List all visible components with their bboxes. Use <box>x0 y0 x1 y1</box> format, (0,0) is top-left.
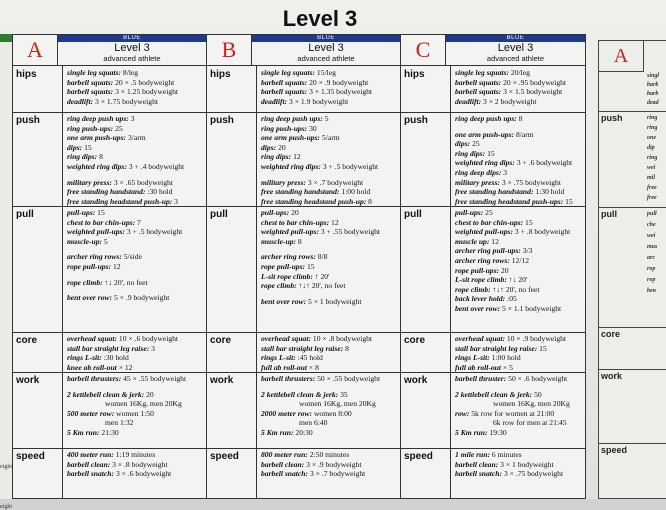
row-hips <box>207 66 400 113</box>
row-pull <box>401 206 585 333</box>
fragment-text: che <box>647 222 656 228</box>
category-label: work <box>601 371 623 381</box>
exercise-line: stall bar straight leg raise: 8 <box>261 343 349 353</box>
exercise-line: rings L-sit: :45 hold <box>261 353 323 363</box>
exercise-line: weighted ring dips: 3 + .5 bodyweight <box>261 161 379 171</box>
exercise-line: bent over row: 5 × 1.1 bodyweight <box>455 303 562 313</box>
exercise-list <box>67 334 204 372</box>
exercise-line: barbell squats: 3 × 1.35 bodyweight <box>261 87 373 97</box>
level-header <box>58 35 206 65</box>
row-pull <box>207 206 400 333</box>
exercise-line: 400 meter run: 1:19 minutes <box>67 450 156 459</box>
level-label: Level 3 <box>114 42 150 54</box>
category-label: core <box>601 329 621 339</box>
card-header <box>13 35 206 66</box>
row-core <box>13 332 206 373</box>
card-letter: B <box>207 35 252 65</box>
category-label: speed <box>401 448 451 498</box>
row-work <box>13 372 206 449</box>
row-divider <box>599 327 666 328</box>
exercise-line: free standing headstand push-ups: 15 <box>455 196 573 206</box>
category-label: pull <box>601 209 617 219</box>
exercise-list <box>67 208 204 303</box>
exercise-line: rope pull-ups: 12 <box>67 261 121 271</box>
category-label: hips <box>13 66 63 112</box>
exercise-line: L-sit rope climb: ↑ 20' <box>261 271 330 281</box>
exercise-line: women 16Kg, men 20Kg <box>299 399 376 409</box>
exercise-line: ring dips: 8 <box>67 152 103 162</box>
exercise-line: weighted pull-ups: 3 + .55 bodyweight <box>261 227 381 237</box>
right-partial-card <box>598 40 666 499</box>
exercise-line: ring deep push ups: 5 <box>261 114 329 123</box>
exercise-line: dips: 15 <box>67 142 92 152</box>
fragment-text: rop <box>647 266 656 272</box>
row-divider <box>599 369 666 370</box>
exercise-line: barbell thrusters: 45 × .55 bodyweight <box>67 374 187 383</box>
category-label: core <box>13 332 63 372</box>
exercise-line: free standing handstand: 1:30 hold <box>455 187 565 197</box>
row-divider <box>599 111 666 112</box>
row-hips <box>401 66 585 113</box>
category-label: push <box>13 112 63 206</box>
exercise-line: barbell squats: 20 × .95 bodyweight <box>455 77 567 87</box>
exercise-line: weighted pull-ups: 3 + .8 bodyweight <box>455 227 571 237</box>
exercise-line: dips: 20 <box>261 142 286 152</box>
exercise-line: 2 kettlebell clean & jerk: 50 <box>455 389 542 399</box>
category-label: core <box>207 332 257 372</box>
row-speed <box>401 448 585 499</box>
exercise-list <box>455 114 583 206</box>
blue-band: BLUE <box>58 35 206 42</box>
exercise-line: stall bar straight leg raise: 15 <box>455 343 547 353</box>
exercise-line: 5 Km run: 21:30 <box>67 427 119 437</box>
level-label: Level 3 <box>497 42 534 54</box>
row-push <box>13 112 206 207</box>
exercise-list <box>261 374 398 438</box>
fragment-text: mil <box>647 175 656 181</box>
exercise-line: weighted ring dips: 3 + .4 bodyweight <box>67 161 185 171</box>
exercise-list <box>261 68 398 106</box>
exercise-line: barbell thrusters: 50 × .55 bodyweight <box>261 374 381 383</box>
exercise-line: one arm push-ups: 5/arm <box>261 133 340 143</box>
category-label: core <box>401 332 451 372</box>
fragment-text: dead <box>647 100 659 106</box>
left-fragment: eight <box>0 464 12 470</box>
exercise-line: military press: 3 × .65 bodyweight <box>67 177 173 187</box>
left-stripe <box>0 34 12 42</box>
exercise-line: muscle up: 12 <box>455 236 499 246</box>
exercise-line: 5 Km run: 20:30 <box>261 427 313 437</box>
category-label: work <box>401 372 451 448</box>
right-card-letter: A <box>599 41 644 72</box>
exercise-line: rings L-sit: 1:00 hold <box>455 353 521 363</box>
exercise-line: women 16Kg, men 20Kg <box>493 399 570 409</box>
exercise-list <box>455 68 583 106</box>
exercise-line: weighted pull-ups: 3 + .5 bodyweight <box>67 227 183 237</box>
exercise-line: pull-ups: 25 <box>455 208 493 217</box>
exercise-line: military press: 3 × .7 bodyweight <box>261 177 364 187</box>
row-work <box>401 372 585 449</box>
level-header <box>252 35 400 65</box>
exercise-line: weighted ring dips: 3 + .6 bodyweight <box>455 158 573 168</box>
row-push <box>401 112 585 207</box>
blue-band: BLUE <box>252 35 400 42</box>
exercise-line: 1 mile run: 6 minutes <box>455 450 522 459</box>
exercise-line: ring push-ups: 25 <box>67 123 123 133</box>
category-label: work <box>13 372 63 448</box>
exercise-line: barbell snatch: 3 × .6 bodyweight <box>67 469 172 479</box>
level-card-c <box>400 34 586 499</box>
category-label: hips <box>207 66 257 112</box>
exercise-line: barbell thruster: 50 × .6 bodyweight <box>455 374 568 383</box>
category-label: pull <box>13 206 63 332</box>
fragment-text: free <box>647 185 657 191</box>
exercise-line: deadlift: 3 × 2 bodyweight <box>455 96 537 106</box>
exercise-line: muscle-up: 8 <box>261 236 302 246</box>
fragment-text: one <box>647 135 656 141</box>
exercise-line: overhead squat: 10 × .6 bodyweight <box>67 334 179 343</box>
exercise-line: chest to bar chin-ups: 12 <box>261 217 339 227</box>
exercise-line: rope climb: ↑↓↑ 20', no feet <box>455 284 540 294</box>
category-label: push <box>207 112 257 206</box>
exercise-line: barbell clean: 3 × .9 bodyweight <box>261 459 362 469</box>
exercise-line: military press: 3 × .75 bodyweight <box>455 177 561 187</box>
exercise-line: deadlift: 3 × 1.9 bodyweight <box>261 96 349 106</box>
exercise-list <box>261 334 398 372</box>
category-label: pull <box>401 206 451 332</box>
exercise-line: men 6:40 <box>299 418 328 428</box>
exercise-line: archer ring pull-ups: 3/3 <box>455 246 533 256</box>
page-title: Level 3 <box>282 6 358 31</box>
exercise-line: 2 kettlebell clean & jerk: 20 <box>67 389 154 399</box>
card-header <box>207 35 400 66</box>
row-core <box>207 332 400 373</box>
fragment-text: ring <box>647 155 658 161</box>
exercise-line: 500 meter row: women 1:50 <box>67 408 154 418</box>
exercise-line: one arm push-ups: 3/arm <box>67 133 146 143</box>
exercise-list <box>455 334 583 372</box>
row-divider <box>599 207 666 208</box>
level-card-b <box>206 34 401 499</box>
level-card-a <box>12 34 207 499</box>
fragment-text: barb <box>647 91 659 97</box>
card-letter: A <box>13 35 58 65</box>
exercise-line: rope pull-ups: 15 <box>261 261 315 271</box>
fragment-text: wei <box>647 165 656 171</box>
exercise-line: 6k row for men at 21:45 <box>493 418 567 428</box>
exercise-line: free standing handstand: 1:00 hold <box>261 187 371 197</box>
exercise-line: deadlift: 3 × 1.75 bodyweight <box>67 96 158 106</box>
row-speed <box>13 448 206 499</box>
exercise-list <box>261 450 398 479</box>
exercise-list <box>67 450 204 479</box>
exercise-line: one arm push-ups: 8/arm <box>455 129 534 139</box>
fragment-text: ring <box>647 125 658 131</box>
exercise-line: ring dips: 12 <box>261 152 301 162</box>
exercise-line: rope climb: ↑↓ 20', no feet <box>67 277 148 287</box>
exercise-line: overhead squat: 10 × .9 bodyweight <box>455 334 567 343</box>
exercise-line: ring deep push ups: 3 <box>67 114 135 123</box>
category-label: push <box>401 112 451 206</box>
exercise-line: pull-ups: 15 <box>67 208 105 217</box>
exercise-line: pull-ups: 20 <box>261 208 299 217</box>
category-label: speed <box>207 448 257 498</box>
exercise-line: back lever hold: :05 <box>455 294 517 304</box>
exercise-line: barbell snatch: 3 × .7 bodyweight <box>261 469 366 479</box>
exercise-line: row: 5k row for women at 21:00 <box>455 408 555 418</box>
exercise-line: rings L-sit: :30 hold <box>67 353 129 363</box>
exercise-line: rope pull-ups: 20 <box>455 265 509 275</box>
exercise-line: ring deep dips: 3 <box>455 167 508 177</box>
exercise-line: single leg squats: 15/leg <box>261 68 336 77</box>
exercise-line: rope climb: ↑↓↑ 20', no feet <box>261 281 346 291</box>
exercise-line: archer ring rows: 12/12 <box>455 255 530 265</box>
exercise-line: barbell clean: 3 × .8 bodyweight <box>67 459 168 469</box>
fragment-text: barb <box>647 82 659 88</box>
category-label: pull <box>207 206 257 332</box>
exercise-line: full ab roll-out × 5 <box>455 362 513 372</box>
fragment-text: free <box>647 195 657 201</box>
category-label: hips <box>401 66 451 112</box>
exercise-line: stall bar straight leg raise: 3 <box>67 343 155 353</box>
exercise-line: barbell squats: 3 × 1.25 bodyweight <box>67 87 179 97</box>
exercise-line: free standing headstand push-up: 3 <box>67 196 178 206</box>
exercise-line: bent over row: 5 × 1 bodyweight <box>261 296 362 306</box>
fragment-text: arc <box>647 255 655 261</box>
exercise-list <box>261 114 398 206</box>
exercise-list <box>67 114 204 206</box>
exercise-line: full ab roll-out × 8 <box>261 362 319 372</box>
exercise-line: 2 kettlebell clean & jerk: 35 <box>261 389 348 399</box>
row-work <box>207 372 400 449</box>
fragment-text: ben <box>647 288 656 294</box>
exercise-line: overhead squat: 10 × .8 bodyweight <box>261 334 373 343</box>
exercise-list <box>455 208 583 314</box>
exercise-line: 5 Km run: 19:30 <box>455 427 507 437</box>
exercise-line: bent over row: 5 × .9 bodyweight <box>67 293 170 303</box>
exercise-list <box>261 208 398 306</box>
row-core <box>401 332 585 373</box>
blue-band: BLUE <box>446 35 585 42</box>
category-label: push <box>601 113 623 123</box>
level-label: Level 3 <box>308 42 344 54</box>
exercise-list <box>455 450 583 479</box>
exercise-line: barbell squats: 20 × .9 bodyweight <box>261 77 369 87</box>
exercise-list <box>455 374 583 438</box>
category-label: speed <box>601 445 628 455</box>
exercise-line: barbell clean: 3 × 1 bodyweight <box>455 459 554 469</box>
category-label: speed <box>13 448 63 498</box>
exercise-line: dips: 25 <box>455 139 480 149</box>
exercise-line: single leg squats: 20/leg <box>455 68 530 77</box>
exercise-line: archer ring rows: 5/side <box>67 252 142 262</box>
exercise-line: free standing handstand: :30 hold <box>67 187 173 197</box>
exercise-line: barbell squats: 3 × 1.5 bodyweight <box>455 87 563 97</box>
exercise-line: L-sit rope climb: ↑↓ 20' <box>455 275 528 285</box>
level-subtitle: advanced athlete <box>297 54 355 63</box>
exercise-line: 2000 meter row: women 8:00 <box>261 408 352 418</box>
category-label: work <box>207 372 257 448</box>
exercise-line: muscle-up: 5 <box>67 236 108 246</box>
exercise-line: chest to bar chin-ups: 7 <box>67 217 141 227</box>
fragment-text: ring <box>647 115 658 121</box>
exercise-list <box>67 68 204 106</box>
exercise-line: barbell squats: 20 × .5 bodyweight <box>67 77 175 87</box>
row-speed <box>207 448 400 499</box>
exercise-line: archer ring rows: 8/8 <box>261 252 328 262</box>
row-push <box>207 112 400 207</box>
exercise-line: single leg squats: 8/leg <box>67 68 139 77</box>
card-header <box>401 35 585 66</box>
exercise-line: ring push-ups: 30 <box>261 123 317 133</box>
exercise-line: men 1:32 <box>105 418 134 428</box>
row-pull <box>13 206 206 333</box>
row-divider <box>599 443 666 444</box>
fragment-text: dip <box>647 145 655 151</box>
exercise-line: ring deep push ups: 8 <box>455 114 523 123</box>
exercise-line: ring dips: 15 <box>455 148 495 158</box>
level-subtitle: advanced athlete <box>103 54 161 63</box>
fragment-text: rop <box>647 277 656 283</box>
exercise-line: knee ab roll-out × 12 <box>67 362 133 372</box>
exercise-line: barbell snatch: 3 × .75 bodyweight <box>455 469 564 479</box>
level-header <box>446 35 585 65</box>
card-letter: C <box>401 35 446 65</box>
fragment-text: singl <box>647 73 660 79</box>
left-fragment: eight <box>0 504 12 510</box>
exercise-line: free standing headstand push-up: 8 <box>261 196 372 206</box>
level-subtitle: advanced athlete <box>486 54 545 63</box>
exercise-line: women 16Kg, men 20Kg <box>105 399 182 409</box>
row-hips <box>13 66 206 113</box>
fragment-text: pull <box>647 211 657 217</box>
fragment-text: mus <box>647 244 658 250</box>
exercise-line: 800 meter run: 2:50 minutes <box>261 450 350 459</box>
fragment-text: wei <box>647 233 656 239</box>
exercise-list <box>67 374 204 438</box>
exercise-line: chest to bar chin-ups: 15 <box>455 217 533 227</box>
